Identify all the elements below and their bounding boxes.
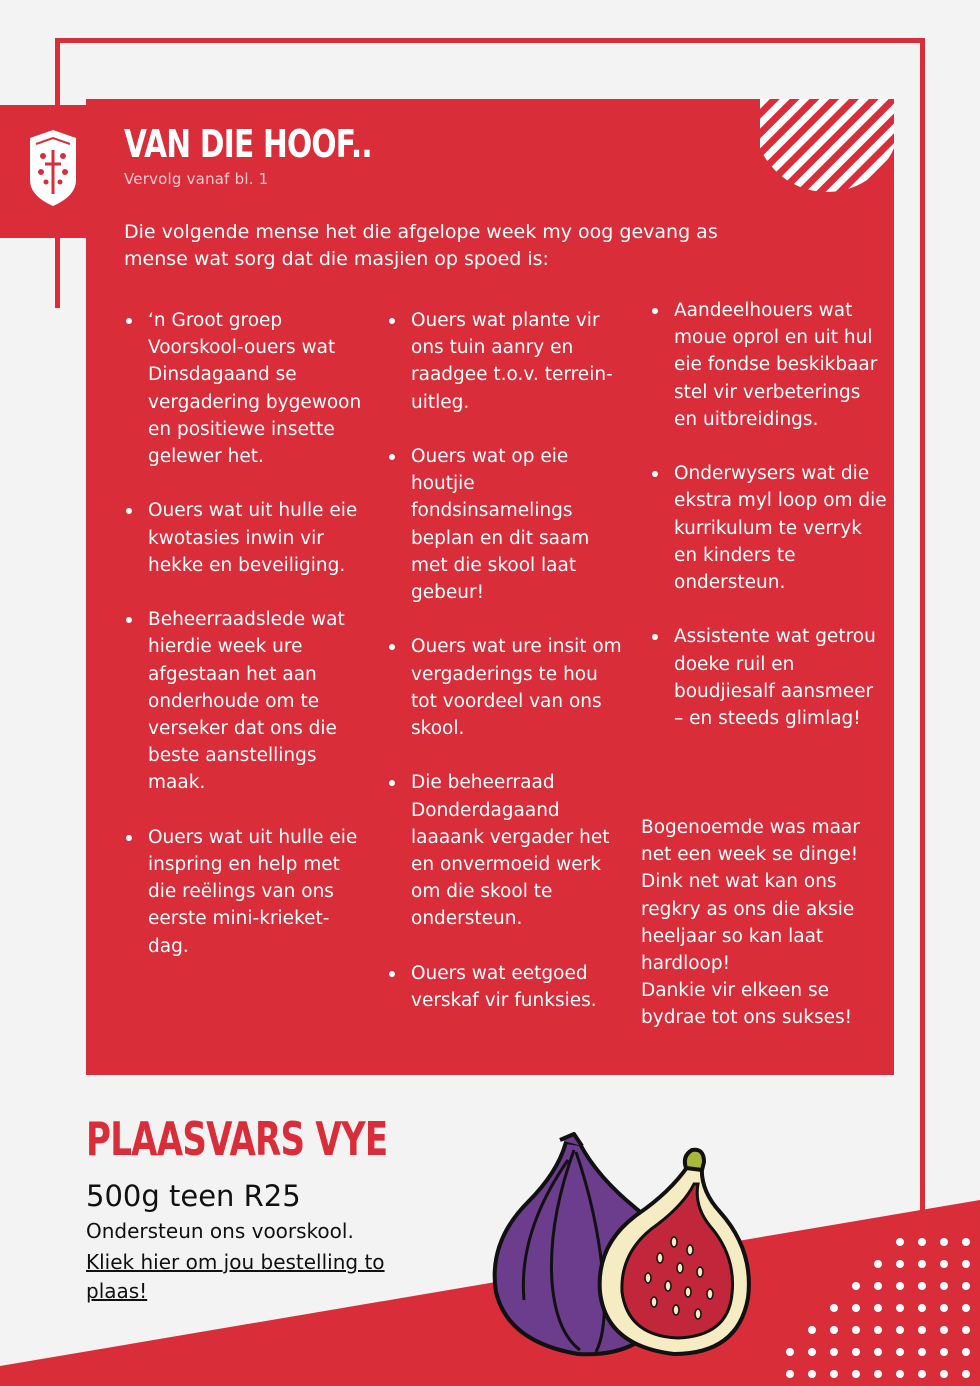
fig-illustration [488, 1132, 758, 1362]
promo-heading: PLAASVARS VYE [86, 1112, 388, 1166]
order-link[interactable]: Kliek hier om jou bestelling to plaas! [86, 1250, 385, 1303]
closing-paragraph: Bogenoemde was maar net een week se dinge! Dink net wat kan ons regkry as ons die aksie heeljaar so kan laat hardloop! [641, 817, 860, 975]
list-item: Die beheerraad Donderdagaand laaaank vergader het en onvermoeid werk om die skool te ondersteun. [387, 769, 625, 932]
list-item: Aandeelhouers wat moue oprol en uit hul eie fondse beskikbaar stel vir verbeterings en uitbreidings. [650, 297, 888, 433]
page-title: VAN DIE HOOF.. [124, 122, 372, 166]
promo-price: 500g teen R25 [86, 1179, 301, 1213]
column-1-list [124, 307, 362, 987]
page-subtitle: Vervolg vanaf bl. 1 [124, 170, 269, 188]
list-item: Beheerraadslede wat hierdie week ure afgestaan het aan onderhoude om te verseker dat ons die beste aanstellings maak. [124, 606, 362, 796]
list-item: Ouers wat op eie houtjie fondsinsamelings beplan en dit saam met die skool laat gebeur! [387, 443, 625, 606]
column-2-list [387, 307, 625, 1041]
thanks-paragraph: Dankie vir elkeen se bydrae tot ons sukses! [641, 980, 853, 1029]
list-item: Onderwysers wat die ekstra myl loop om die kurrikulum te verryk en kinders te ondersteun. [650, 460, 888, 596]
list-item: Ouers wat plante vir ons tuin aanry en raadgee t.o.v. terrein-uitleg. [387, 307, 625, 416]
striped-circle-decoration [760, 99, 894, 193]
list-item: Ouers wat eetgoed verskaf vir funksies. [387, 960, 625, 1014]
frame-right-line [920, 38, 925, 1210]
column-3-list [650, 297, 888, 759]
list-item: Ouers wat uit hulle eie inspring en help met die reëlings van ons eerste mini-krieket-dag. [124, 824, 362, 960]
frame-top-line [55, 38, 925, 43]
list-item: Assistente wat getrou doeke ruil en boudjiesalf aansmeer – en steeds glimlag! [650, 623, 888, 732]
promo-support-text: Ondersteun ons voorskool. [86, 1219, 354, 1243]
list-item: Ouers wat ure insit om vergaderings te hou tot voordeel van ons skool. [387, 633, 625, 742]
school-shield-logo [26, 124, 80, 208]
intro-text: Die volgende mense het die afgelope week my oog gevang as mense wat sorg dat die masjien op spoed is: [124, 221, 718, 270]
list-item: Ouers wat uit hulle eie kwotasies inwin vir hekke en beveiliging. [124, 497, 362, 579]
closing-text [641, 814, 889, 1032]
dot-pattern-decoration [780, 1232, 980, 1386]
list-item: ‘n Groot groep Voorskool-ouers wat Dinsdagaand se vergadering bygewoon en positiewe insette gelewer het. [124, 307, 362, 470]
